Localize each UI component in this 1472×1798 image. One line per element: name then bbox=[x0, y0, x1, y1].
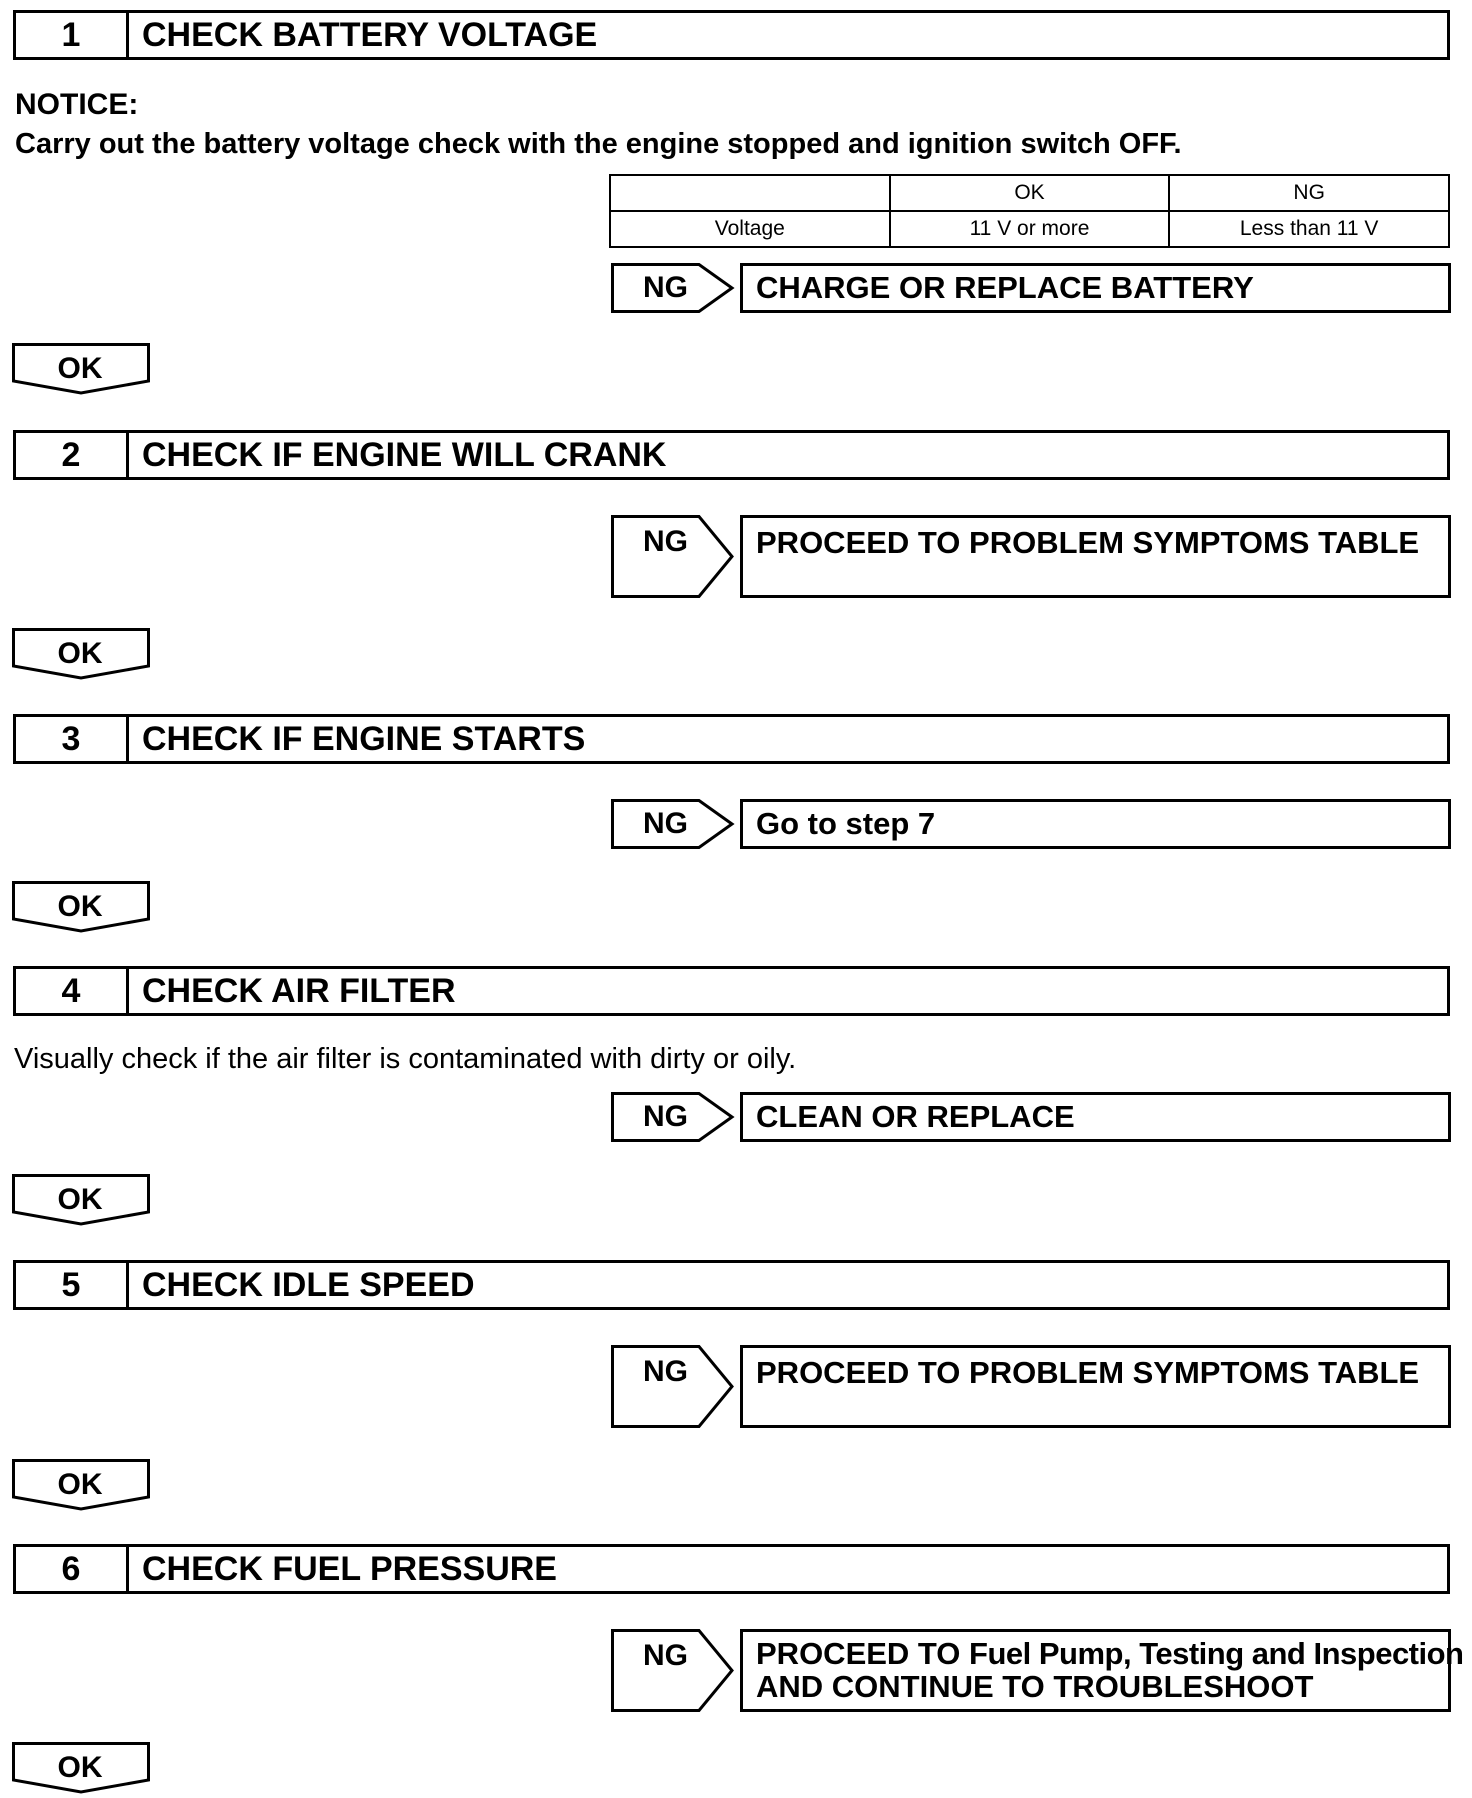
ng-arrow bbox=[611, 1345, 735, 1428]
result-line-2: AND CONTINUE TO TROUBLESHOOT bbox=[756, 1669, 1314, 1704]
ng-label: NG bbox=[643, 1100, 688, 1133]
notice-label: NOTICE: bbox=[15, 88, 139, 121]
table-cell: 11 V or more bbox=[890, 211, 1170, 247]
table-header-cell bbox=[610, 175, 890, 211]
ng-arrow bbox=[611, 1092, 735, 1142]
result-text: Go to step 7 bbox=[756, 806, 936, 841]
ng-arrow bbox=[611, 799, 735, 849]
result-text: PROCEED TO PROBLEM SYMPTOMS TABLE bbox=[756, 1355, 1420, 1390]
ng-result-box bbox=[740, 263, 1451, 313]
step-number: 4 bbox=[16, 969, 129, 1013]
ng-label: NG bbox=[643, 525, 688, 558]
table-cell: Less than 11 V bbox=[1169, 211, 1449, 247]
step-number: 1 bbox=[16, 13, 129, 57]
table-header-cell: OK bbox=[890, 175, 1170, 211]
step-number: 6 bbox=[16, 1547, 129, 1591]
ng-label: NG bbox=[643, 807, 688, 840]
ng-label: NG bbox=[643, 1355, 688, 1388]
fuel-pump-link[interactable]: Fuel Pump, Testing and Inspection bbox=[969, 1636, 1464, 1671]
ok-arrow bbox=[12, 1742, 150, 1794]
result-text: PROCEED TO PROBLEM SYMPTOMS TABLE bbox=[756, 525, 1420, 560]
ok-label: OK bbox=[57, 1183, 103, 1216]
step-title: CHECK IDLE SPEED bbox=[142, 1266, 475, 1304]
step-number: 5 bbox=[16, 1263, 129, 1307]
table-header-cell: NG bbox=[1169, 175, 1449, 211]
step-title: CHECK IF ENGINE WILL CRANK bbox=[142, 436, 667, 474]
ng-result-box bbox=[740, 799, 1451, 849]
step-4-header bbox=[13, 966, 1450, 1016]
voltage-table bbox=[609, 174, 1450, 248]
ok-arrow bbox=[12, 881, 150, 933]
step-2-header bbox=[13, 430, 1450, 480]
step-title: CHECK IF ENGINE STARTS bbox=[142, 720, 586, 758]
ok-arrow bbox=[12, 1459, 150, 1511]
ng-label: NG bbox=[643, 271, 688, 304]
step-number: 3 bbox=[16, 717, 129, 761]
step-4-instruction: Visually check if the air filter is contaminated with dirty or oily. bbox=[14, 1043, 797, 1075]
table-cell: Voltage bbox=[610, 211, 890, 247]
table-row bbox=[610, 211, 1449, 247]
result-text: CHARGE OR REPLACE BATTERY bbox=[756, 270, 1254, 305]
result-text: PROCEED TO bbox=[756, 1636, 961, 1671]
ok-label: OK bbox=[57, 890, 103, 923]
table-header-row bbox=[610, 175, 1449, 211]
step-3-header bbox=[13, 714, 1450, 764]
step-6-header bbox=[13, 1544, 1450, 1594]
step-number: 2 bbox=[16, 433, 129, 477]
ng-result-box bbox=[740, 515, 1451, 598]
step-5-header bbox=[13, 1260, 1450, 1310]
notice-text: Carry out the battery voltage check with the engine stopped and ignition switch OFF. bbox=[15, 128, 1182, 160]
ok-label: OK bbox=[57, 1468, 103, 1501]
ok-label: OK bbox=[57, 1751, 103, 1784]
ng-arrow bbox=[611, 515, 735, 598]
step-1-header bbox=[13, 10, 1450, 60]
step-title: CHECK FUEL PRESSURE bbox=[142, 1550, 557, 1588]
ng-label: NG bbox=[643, 1639, 688, 1672]
ok-label: OK bbox=[57, 352, 103, 385]
ng-result-box bbox=[740, 1092, 1451, 1142]
ng-arrow bbox=[611, 1629, 735, 1712]
ng-result-box bbox=[740, 1629, 1464, 1712]
ok-arrow bbox=[12, 343, 150, 395]
result-text: CLEAN OR REPLACE bbox=[756, 1099, 1075, 1134]
result-line-1 bbox=[756, 1636, 1464, 1671]
ng-result-box bbox=[740, 1345, 1451, 1428]
ok-arrow bbox=[12, 628, 150, 680]
ok-label: OK bbox=[57, 637, 103, 670]
step-title: CHECK BATTERY VOLTAGE bbox=[142, 16, 598, 54]
ok-arrow bbox=[12, 1174, 150, 1226]
ng-arrow bbox=[611, 263, 735, 313]
step-title: CHECK AIR FILTER bbox=[142, 972, 456, 1010]
